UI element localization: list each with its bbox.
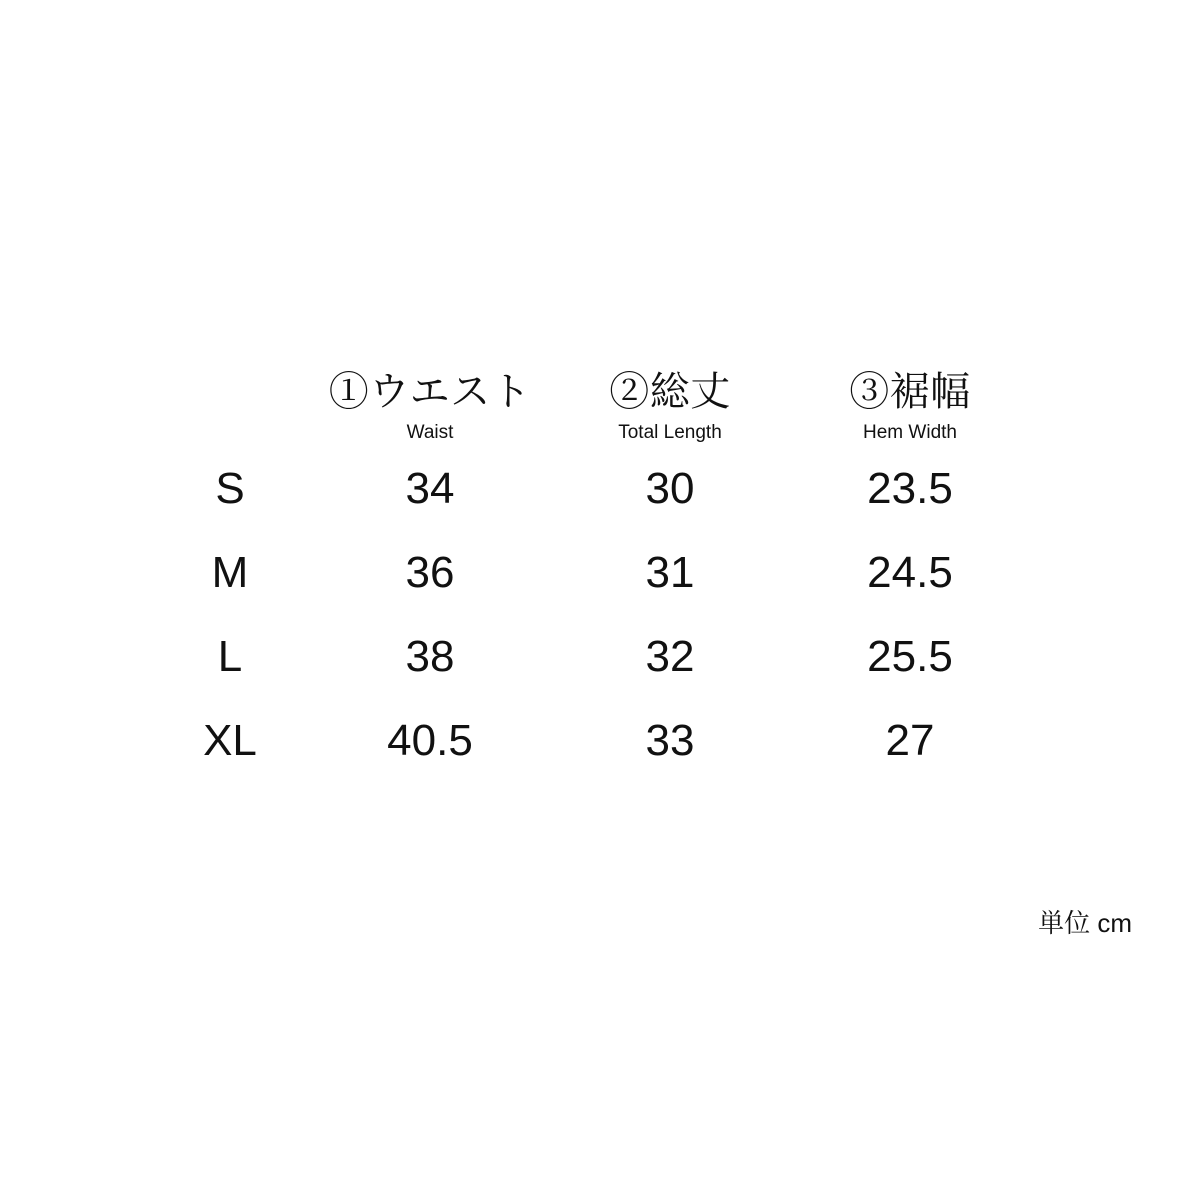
header-hem-width [790,370,1030,447]
table-header [150,370,1030,447]
header-corner [150,370,310,447]
cell-waist: 40.5 [387,716,473,766]
cell-total-length: 30 [645,464,695,514]
header-total-length-en: Total Length [618,421,722,443]
row-size-label: M [211,548,249,598]
cell-total-length: 31 [645,548,695,598]
row-size-label: XL [203,716,257,766]
row-size-label: L [217,632,243,682]
cell-hem-width: 27 [885,716,935,766]
header-waist [310,370,550,447]
header-hem-width-en: Hem Width [863,421,957,443]
unit-note: 単位 cm [1038,908,1132,938]
header-waist-jp: ①ウエスト [328,370,532,414]
header-total-length-jp: ②総丈 [609,370,731,414]
header-hem-width-jp: ③裾幅 [849,370,971,414]
table-header-row [150,370,1030,447]
cell-hem-width: 23.5 [867,464,953,514]
size-chart-table [150,370,1030,783]
cell-waist: 34 [405,464,455,514]
header-total-length [550,370,790,447]
cell-total-length: 32 [645,632,695,682]
row-size-label: S [215,464,245,514]
cell-hem-width: 25.5 [867,632,953,682]
table-row [150,615,1030,699]
table-body [150,447,1030,783]
table-row [150,531,1030,615]
cell-total-length: 33 [645,716,695,766]
table-row [150,699,1030,783]
cell-hem-width: 24.5 [867,548,953,598]
cell-waist: 36 [405,548,455,598]
table-row [150,447,1030,531]
header-waist-en: Waist [406,421,454,443]
cell-waist: 38 [405,632,455,682]
